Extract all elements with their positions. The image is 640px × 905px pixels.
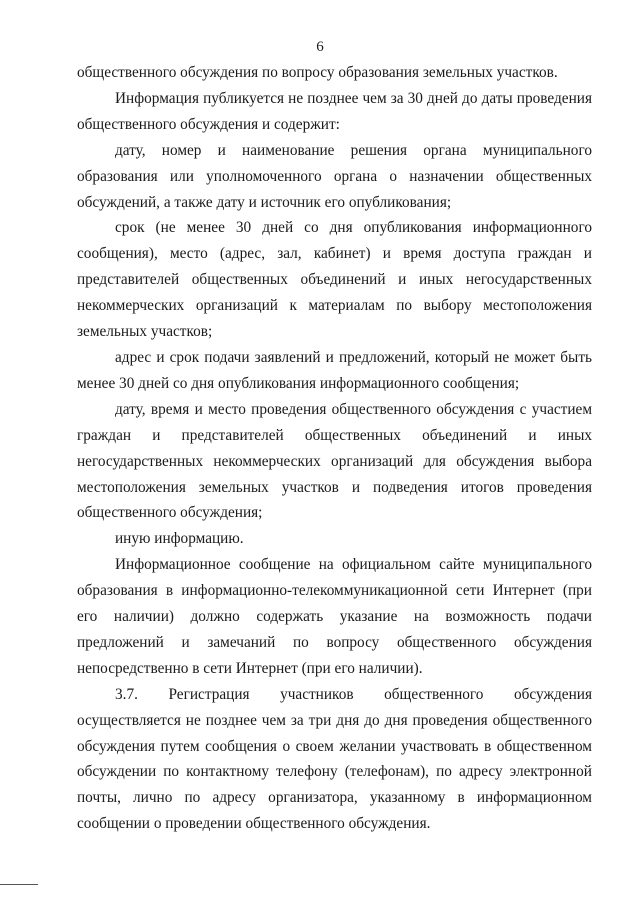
paragraph-access-period: срок (не менее 30 дней со дня опубликования информационного сообщения), место (адрес, зал, кабинет) и время доступа граждан и представителей общественных объединений и иных негосударственных некоммерческих организаций к материалам по выбору местоположения земельных участков; <box>77 219 592 341</box>
paragraph-continuation: общественного обсуждения по вопросу образования земельных участков. <box>77 64 558 81</box>
paragraph-other-info: иную информацию. <box>115 530 244 548</box>
scan-edge-mark <box>0 884 38 885</box>
paragraph-submission-address: адрес и срок подачи заявлений и предложений, который не может быть менее 30 дней со дня опубликования информационного сообщения; <box>77 348 592 392</box>
paragraph-discussion-date: дату, время и место проведения общественного обсуждения с участием граждан и представителей общественных объединений и иных негосударственных некоммерческих организаций для обсуждения выбора местоположения земельных участков и подведения итогов проведения общественного обсуждения; <box>77 400 592 522</box>
paragraph-decision-details: дату, номер и наименование решения органа муниципального образования или уполномоченного органа о назначении общественных обсуждений, а также дату и источник его опубликования; <box>77 141 592 211</box>
paragraph-publication-info: Информация публикуется не позднее чем за 30 дней до даты проведения общественного обсуждения и содержит: <box>77 89 592 133</box>
document-body <box>77 60 592 837</box>
page-number: 6 <box>316 39 324 55</box>
paragraph-registration: 3.7. Регистрация участников общественного обсуждения осуществляется не позднее чем за три дня до дня проведения общественного обсуждения путем сообщения о своем желании участвовать в общественном обсуждении по контактному телефону (телефонам), по адресу электронной почты, лично по адресу организатора, указанному в информационном сообщении о проведении общественного обсуждения. <box>77 685 592 833</box>
paragraph-website-notice: Информационное сообщение на официальном сайте муниципального образования в информационно-телекоммуникационной сети Интернет (при его наличии) должно содержать указание на возможность подачи предложений и замечаний по вопросу общественного обсуждения непосредственно в сети Интернет (при его наличии). <box>77 556 592 677</box>
